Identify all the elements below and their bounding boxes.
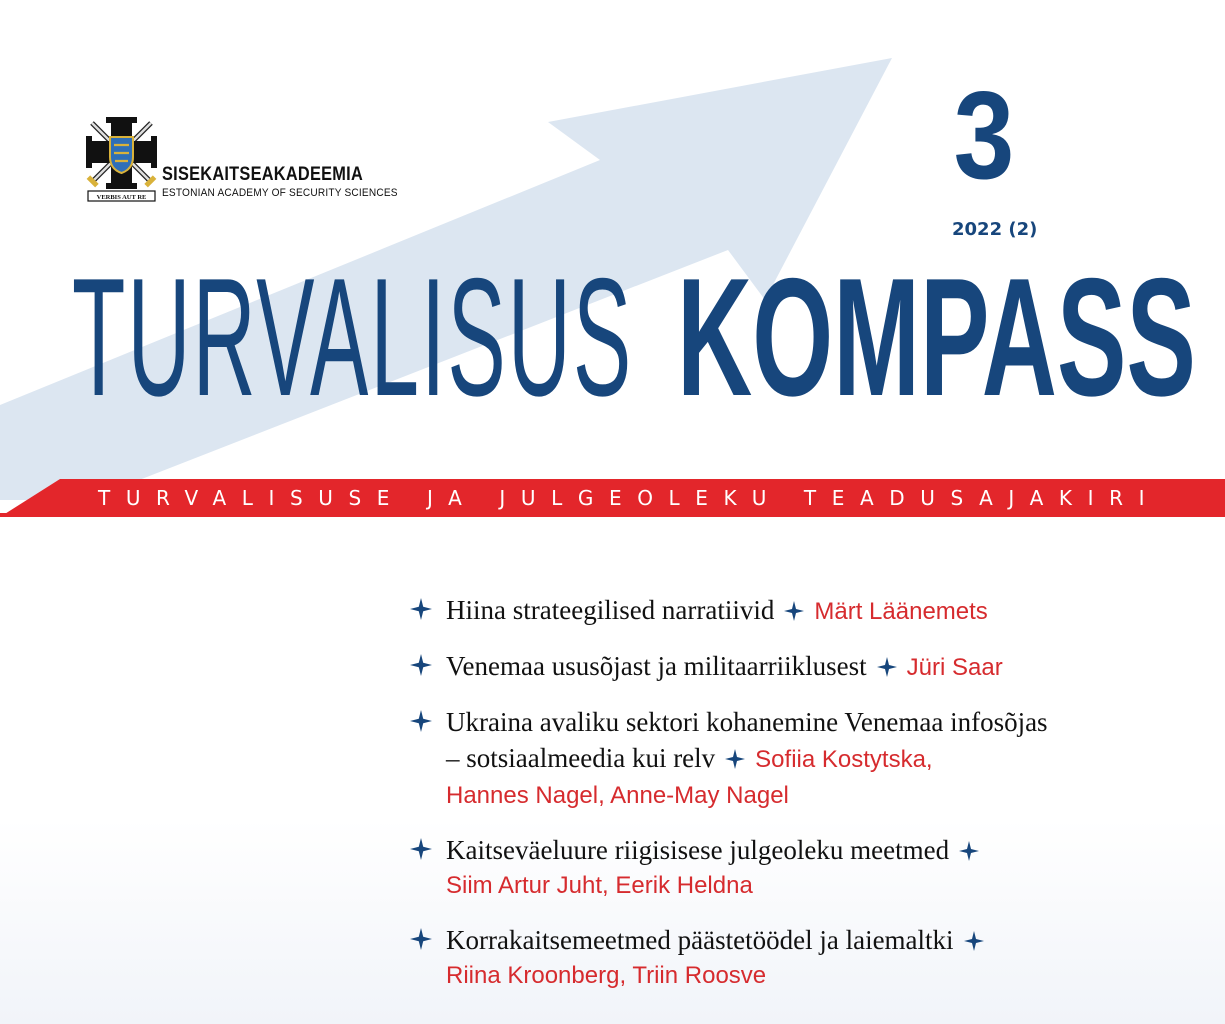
- toc-entry-3: [408, 704, 1198, 814]
- article-authors: Jüri Saar: [906, 654, 1003, 681]
- tagline-band: [0, 479, 1225, 517]
- article-title: Korrakaitsemeetmed päästetöödel ja laiemaltki: [446, 925, 954, 955]
- journal-title: [72, 243, 1225, 431]
- star-separator-icon: [964, 931, 984, 951]
- toc-entry-4: [408, 832, 1198, 904]
- academy-subtitle: ESTONIAN ACADEMY OF SECURITY SCIENCES: [162, 187, 398, 199]
- article-title: Hiina strateegilised narratiivid: [446, 595, 775, 625]
- toc-entry-5: [408, 922, 1198, 994]
- star-bullet-icon: [410, 838, 432, 860]
- article-authors-continued: Hannes Nagel, Anne-May Nagel: [446, 782, 789, 809]
- article-authors: Sofiia Kostytska,: [755, 746, 933, 773]
- star-separator-icon: [784, 601, 804, 621]
- star-separator-icon: [959, 841, 979, 861]
- issue-year: 2022 (2): [952, 219, 1038, 240]
- star-separator-icon: [877, 657, 897, 677]
- star-bullet-icon: [410, 598, 432, 620]
- journal-title-light: TURVALISUS: [72, 243, 634, 431]
- article-title: Venemaa ususõjast ja militaarriiklusest: [446, 651, 867, 681]
- article-authors: Siim Artur Juht, Eerik Heldna: [446, 872, 753, 899]
- issue-number: 3: [953, 67, 1015, 205]
- article-authors: Riina Kroonberg, Triin Roosve: [446, 962, 767, 989]
- article-title: Kaitseväeluure riigisisese julgeoleku meetmed: [446, 835, 950, 865]
- table-of-contents: [408, 592, 1198, 1012]
- toc-entry-2: [408, 648, 1198, 686]
- toc-entry-1: [408, 592, 1198, 630]
- academy-logo: [84, 115, 414, 205]
- star-bullet-icon: [410, 710, 432, 732]
- star-bullet-icon: [410, 928, 432, 950]
- logo-motto: VERBIS AUT RE: [96, 194, 147, 201]
- academy-name: SISEKAITSEAKADEEMIA: [162, 164, 364, 185]
- star-separator-icon: [725, 749, 745, 769]
- journal-tagline: TURVALISUSE JA JULGEOLEKU TEADUSAJAKIRI: [98, 486, 1161, 510]
- article-title: Ukraina avaliku sektori kohanemine Venemaa infosõjas: [446, 707, 1048, 737]
- journal-title-bold: KOMPASS: [677, 243, 1196, 431]
- article-title-continued: – sotsiaalmeedia kui relv: [446, 743, 716, 773]
- article-authors: Märt Läänemets: [814, 598, 988, 625]
- academy-emblem-icon: [84, 115, 159, 203]
- star-bullet-icon: [410, 654, 432, 676]
